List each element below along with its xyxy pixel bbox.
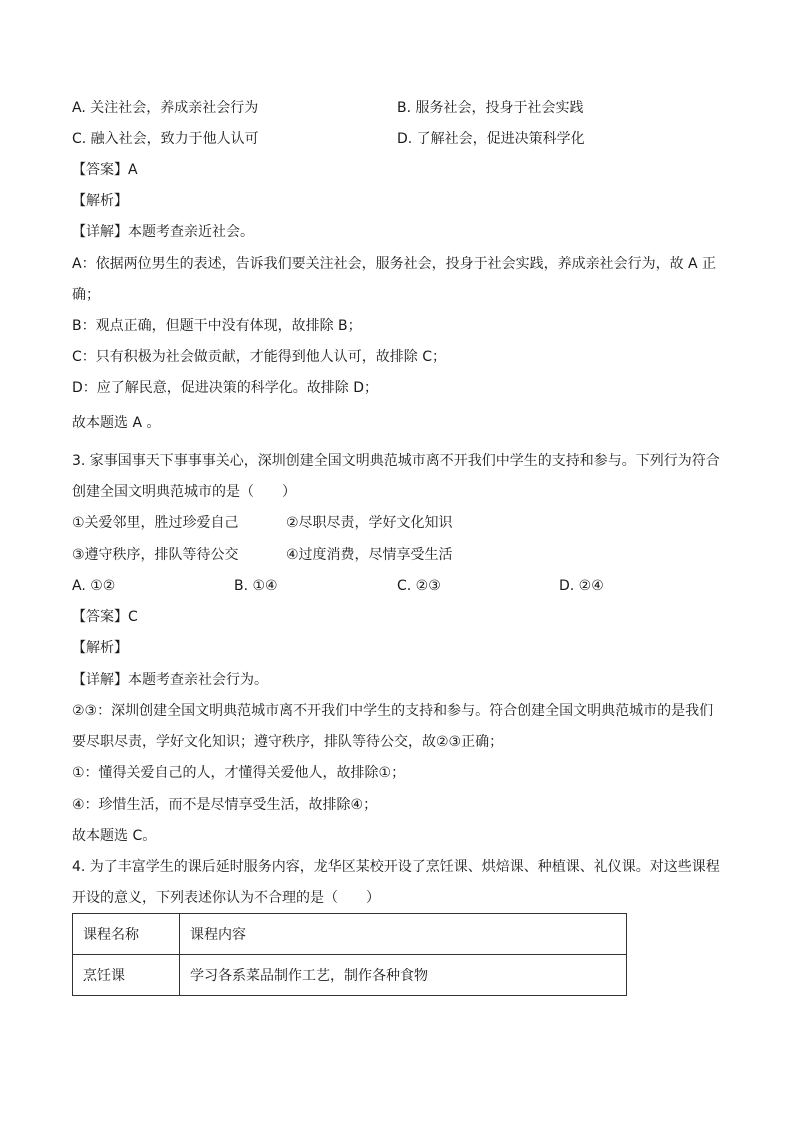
table-header-row bbox=[73, 914, 627, 955]
q3-analysis-line4: ④：珍惜生活，而不是尽情享受生活，故排除④； bbox=[72, 797, 378, 813]
q3-item-4: ④过度消费，尽情享受生活 bbox=[286, 547, 453, 563]
q4-stem-line2: 开设的意义，下列表述你认为不合理的是（ ） bbox=[72, 890, 380, 906]
q2-answer: 【答案】A bbox=[72, 162, 138, 178]
q2-detail: 【详解】本题考查亲近社会。 bbox=[72, 224, 254, 240]
q3-analysis-line2: 要尽职尽责，学好文化知识；遵守秩序，排队等待公交，故②③正确； bbox=[72, 734, 504, 750]
table-row bbox=[73, 955, 627, 996]
q2-option-d: D. 了解社会，促进决策科学化 bbox=[397, 131, 585, 147]
q2-conclusion: 故本题选 A 。 bbox=[72, 415, 161, 431]
q3-item-2: ②尽职尽责，学好文化知识 bbox=[286, 515, 453, 531]
q3-answer: 【答案】C bbox=[72, 609, 138, 625]
q3-option-c: C. ②③ bbox=[397, 578, 441, 594]
course-table bbox=[72, 913, 627, 996]
q2-analysis-a-line1: A：依据两位男生的表述，告诉我们要关注社会，服务社会，投身于社会实践，养成亲社会行为，故 A 正 bbox=[72, 256, 717, 272]
q2-analysis-d: D：应了解民意，促进决策的科学化。故排除 D； bbox=[72, 380, 379, 396]
q3-detail: 【详解】本题考查亲社会行为。 bbox=[72, 672, 268, 688]
table-header-cell: 课程内容 bbox=[180, 914, 627, 955]
q3-analysis-line3: ①：懂得关爱自己的人，才懂得关爱他人，故排除①； bbox=[72, 765, 406, 781]
q3-item-1: ①关爱邻里，胜过珍爱自己 bbox=[72, 515, 239, 531]
q3-option-b: B. ①④ bbox=[234, 578, 278, 594]
q2-analysis-b: B：观点正确，但题干中没有体现，故排除 B； bbox=[72, 318, 362, 334]
q3-stem-line1: 3. 家事国事天下事事事关心，深圳创建全国文明典范城市离不开我们中学生的支持和参与。下列行为符合 bbox=[72, 453, 720, 469]
q2-option-c: C. 融入社会，致力于他人认可 bbox=[72, 131, 259, 147]
q2-analysis-label: 【解析】 bbox=[72, 193, 128, 209]
q2-option-a: A. 关注社会，养成亲社会行为 bbox=[72, 100, 259, 116]
q3-option-a: A. ①② bbox=[72, 578, 116, 594]
q3-item-3: ③遵守秩序，排队等待公交 bbox=[72, 547, 239, 563]
table-cell: 烹饪课 bbox=[73, 955, 180, 996]
q2-analysis-c: C：只有积极为社会做贡献，才能得到他人认可，故排除 C； bbox=[72, 349, 446, 365]
table-cell: 学习各系菜品制作工艺，制作各种食物 bbox=[180, 955, 627, 996]
q3-conclusion: 故本题选 C。 bbox=[72, 828, 157, 844]
q3-analysis-label: 【解析】 bbox=[72, 640, 128, 656]
q3-analysis-line1: ②③：深圳创建全国文明典范城市离不开我们中学生的支持和参与。符合创建全国文明典范城市的是我们 bbox=[72, 703, 714, 719]
q2-option-b: B. 服务社会，投身于社会实践 bbox=[397, 100, 584, 116]
q3-stem-line2: 创建全国文明典范城市的是（ ） bbox=[72, 484, 296, 500]
q3-option-d: D. ②④ bbox=[559, 578, 604, 594]
q4-stem-line1: 4. 为了丰富学生的课后延时服务内容，龙华区某校开设了烹饪课、烘焙课、种植课、礼仪课。对这些课程 bbox=[72, 859, 720, 875]
table-header-cell: 课程名称 bbox=[73, 914, 180, 955]
q2-analysis-a-line2: 确； bbox=[72, 287, 100, 303]
